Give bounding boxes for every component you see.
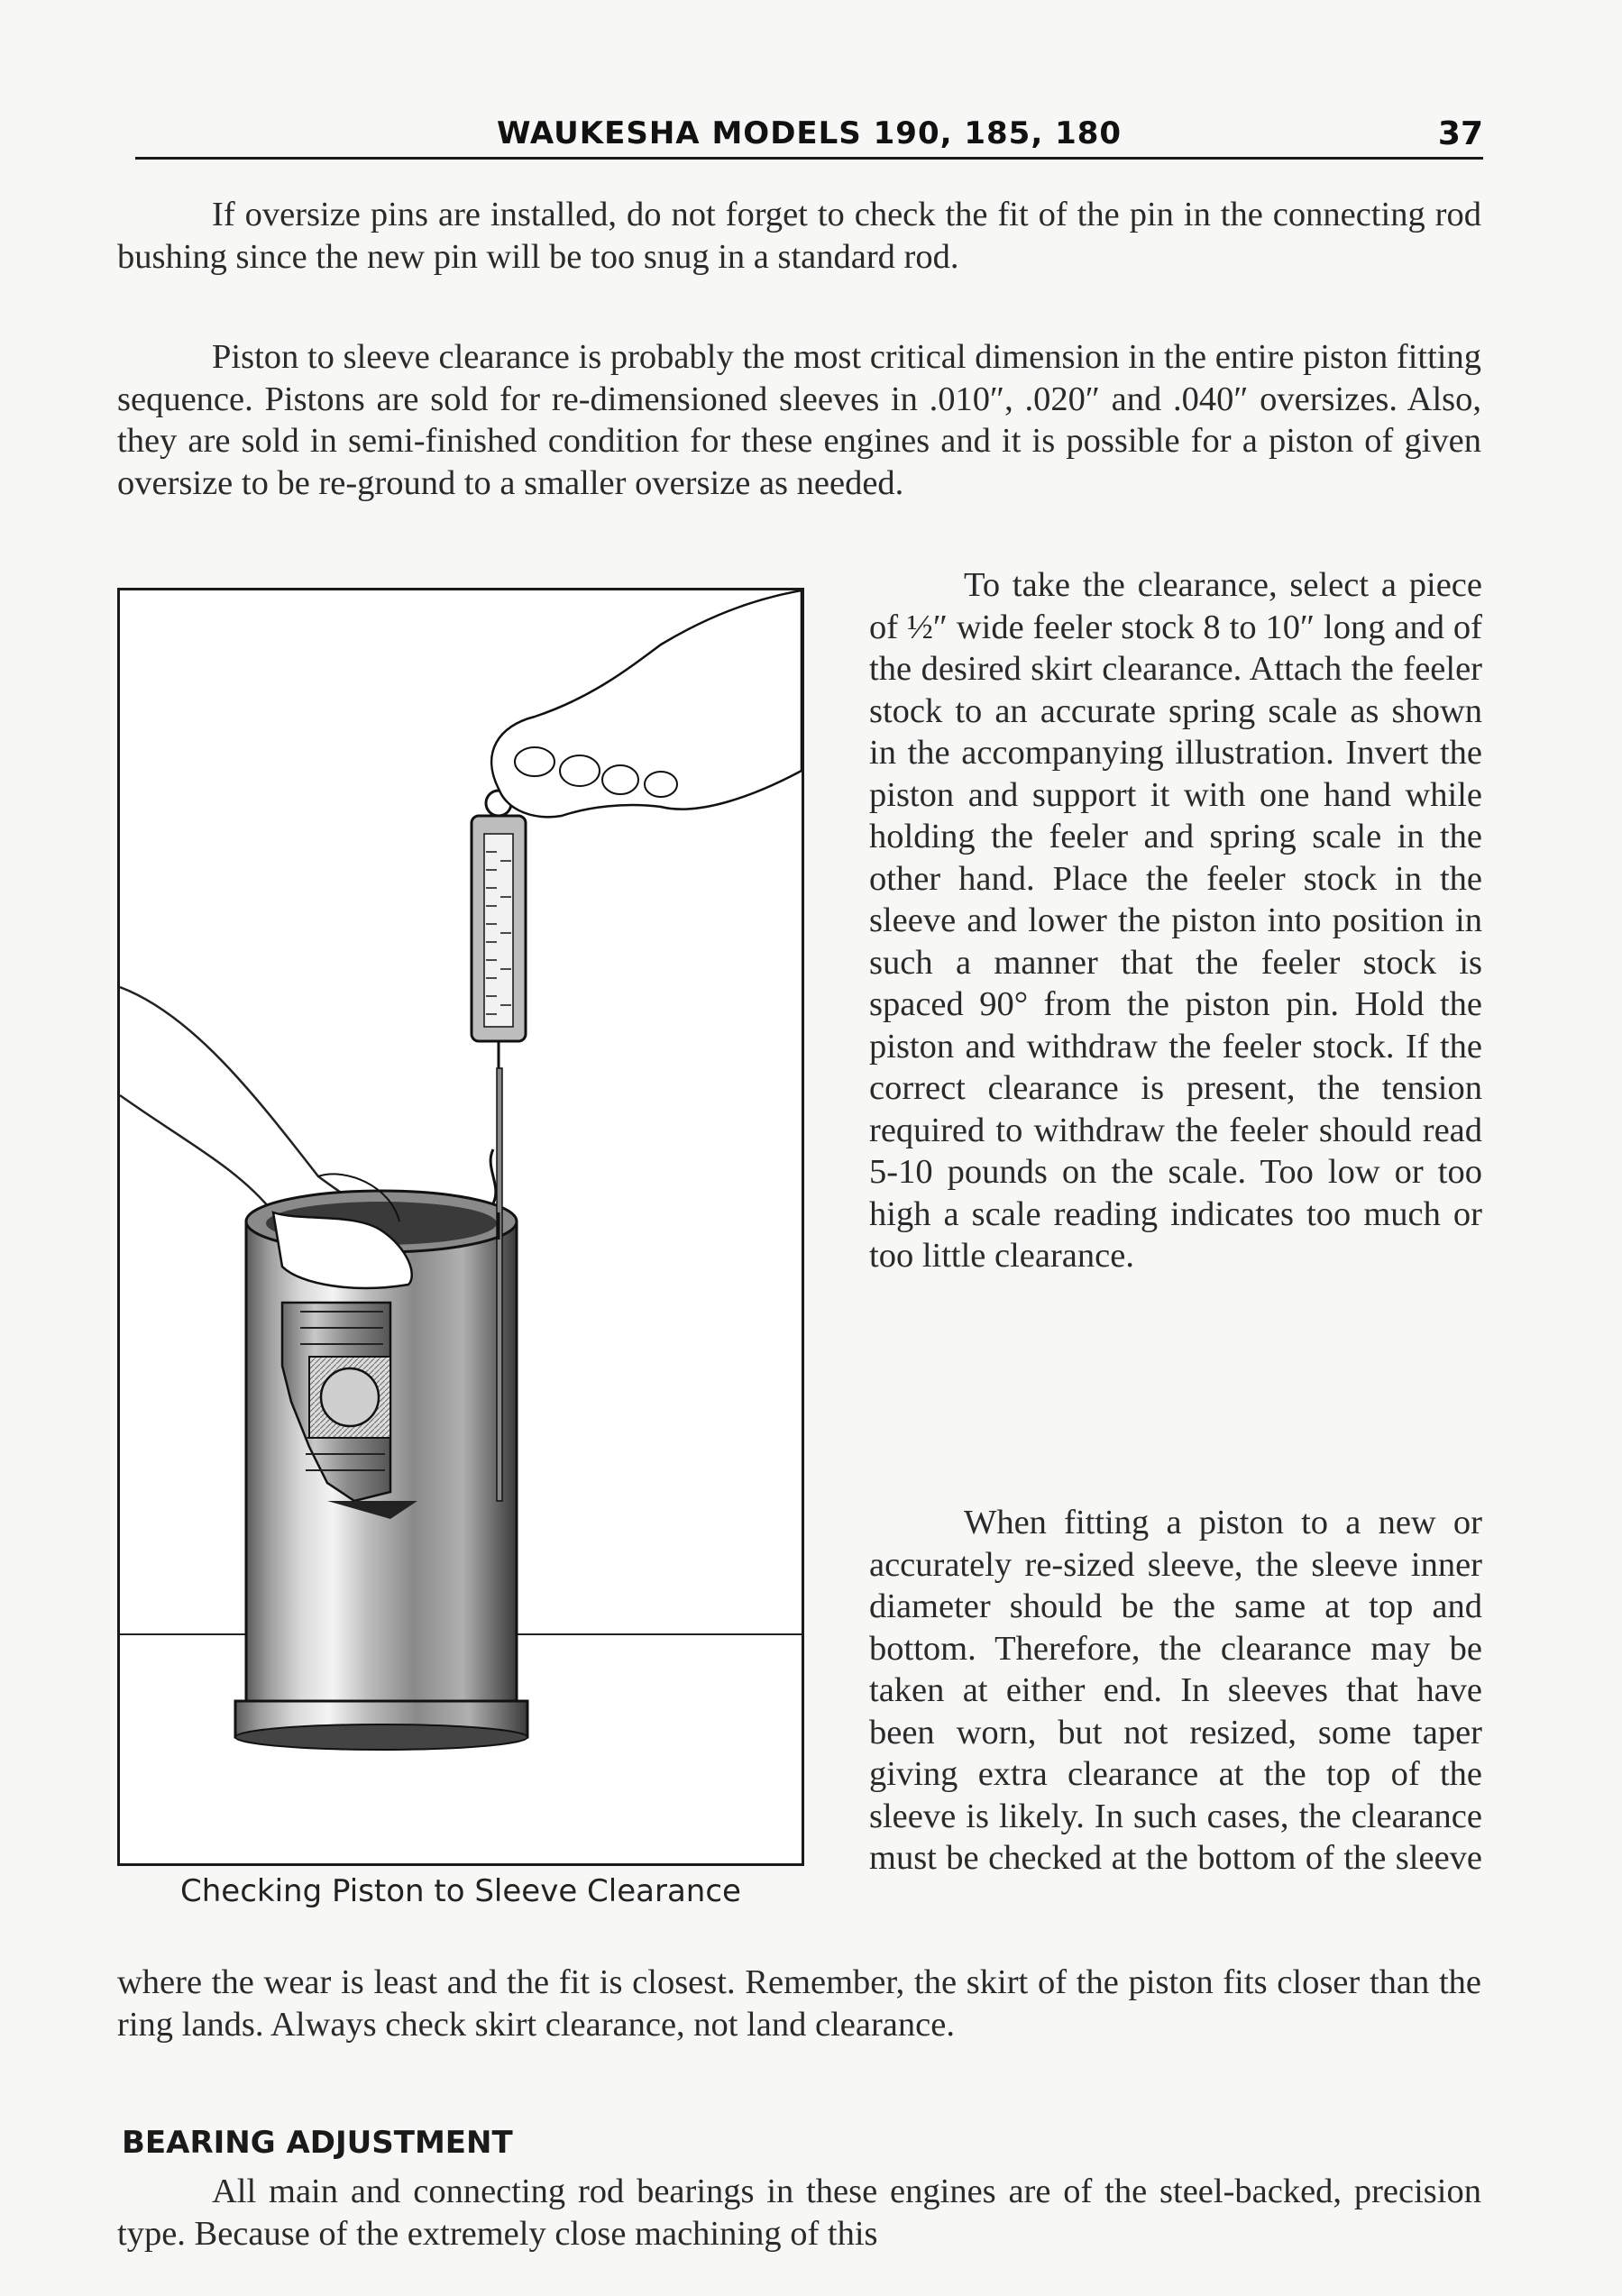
section-heading-bearing-adjustment: BEARING ADJUSTMENT bbox=[122, 2125, 513, 2161]
spring-scale bbox=[472, 791, 526, 1068]
paragraph-piston-clearance: Piston to sleeve clearance is probably the most critical dimension in the entire piston fitting sequence. Pistons are sold for re-dimensioned sleeves in .010″, .020″ and .040″ oversizes. Also, they are sold in semi-finished condition for these engines and it is possible for a piston of given oversize to be re-ground to a smaller oversize as needed. bbox=[117, 338, 1481, 502]
paragraph-oversize-pins: If oversize pins are installed, do not forget to check the fit of the pin in the connecting rod bushing since the new pin will be too snug in a standard rod. bbox=[117, 196, 1481, 276]
paragraph-fitting-piston-continued: where the wear is least and the fit is closest. Remember, the skirt of the piston fits closer than the ring lands. Always check skirt clearance, not land clearance. bbox=[117, 1963, 1481, 2044]
figure-piston-sleeve-illustration bbox=[117, 588, 804, 1866]
figure-caption: Checking Piston to Sleeve Clearance bbox=[180, 1873, 741, 1909]
illustration-svg bbox=[120, 590, 802, 1863]
paragraph-take-clearance: To take the clearance, select a piece of ½″ wide feeler stock 8 to 10″ long and of the desired skirt clearance. Attach the feeler stock to an accurate spring scale as shown in the accompanying illustration. Invert the piston and support it with one hand while holding the feeler and spring scale in the other hand. Place the feeler stock in the sleeve and lower the piston into position in such a manner that the feeler stock is spaced 90° from the piston pin. Hold the piston and withdraw the feeler stock. If the correct clearance is present, the tension required to withdraw the feeler should read 5-10 pounds on the scale. Too low or too high a scale reading indicates too much or too little clearance. bbox=[869, 566, 1482, 1275]
paragraph-bearing-adjustment: All main and connecting rod bearings in these engines are of the steel-backed, precision type. Because of the extremely close machining of this bbox=[117, 2173, 1481, 2253]
running-header bbox=[135, 110, 1483, 160]
paragraph-fitting-piston-column: When fitting a piston to a new or accurately re-sized sleeve, the sleeve inner diameter should be the same at top and bottom. Therefore, the clearance may be taken at either end. In sleeves that have been worn, but not resized, some taper giving extra clearance at the top of the sleeve is likely. In such cases, the clearance must be checked at the bottom of the sleeve bbox=[869, 1504, 1482, 1877]
hand-holding-scale bbox=[491, 590, 802, 817]
page-number: 37 bbox=[1437, 115, 1483, 152]
header-title: WAUKESHA MODELS 190, 185, 180 bbox=[496, 115, 1123, 151]
